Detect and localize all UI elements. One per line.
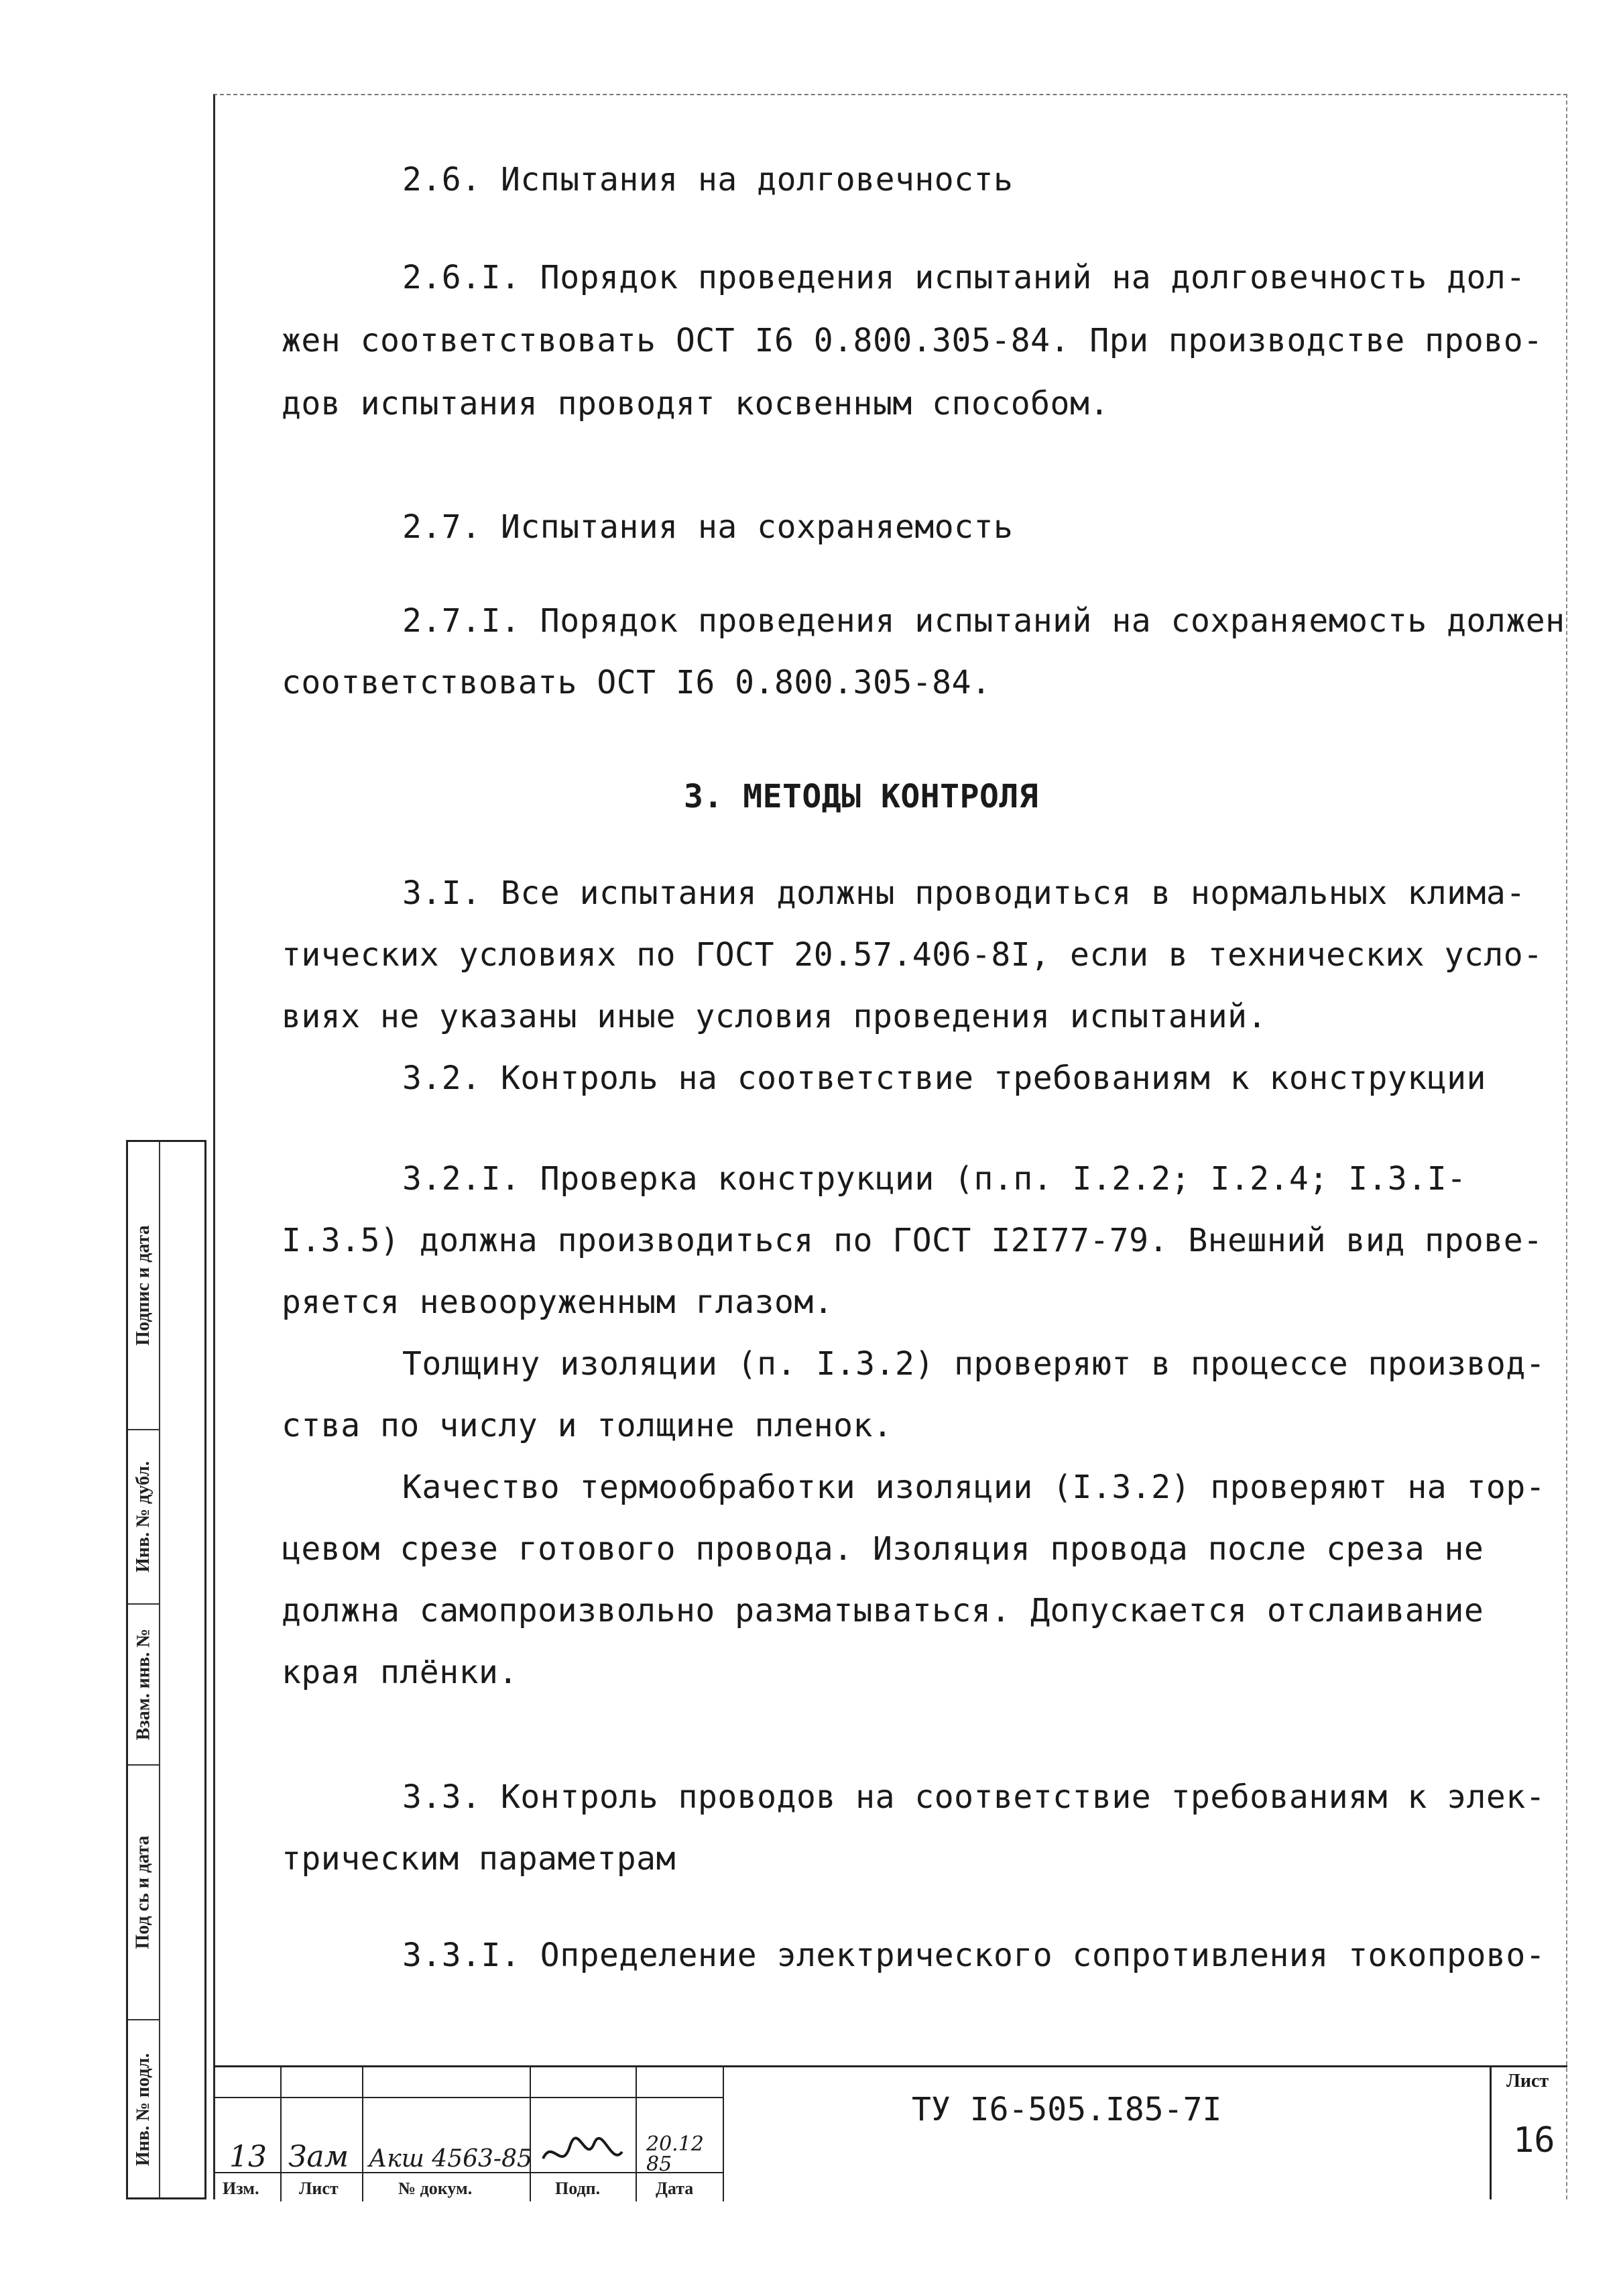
- signature-mark: [539, 2132, 626, 2175]
- caption-podp: Подп.: [555, 2179, 601, 2198]
- side-cell-podpis-data-2: [128, 1766, 160, 2020]
- tb-rule: [213, 2097, 723, 2098]
- paragraph-line: тических условиях по ГОСТ 20.57.406-8I, если в технических усло-: [282, 936, 1543, 974]
- side-cell-vzam-inv: [128, 1605, 160, 1766]
- tb-rule: [362, 2067, 363, 2201]
- side-label: Взам. инв. №: [133, 1628, 154, 1741]
- revision-date: 20.12 85: [646, 2132, 704, 2176]
- caption-data: Дата: [656, 2179, 694, 2198]
- caption-list: Лист: [299, 2179, 339, 2198]
- side-stamp: [126, 1140, 206, 2199]
- paragraph-line: 2.7.I. Порядок проведения испытаний на сохраняемость должен: [402, 602, 1565, 640]
- sheet-change-note: Зам: [288, 2140, 349, 2174]
- sheet-label: Лист: [1506, 2071, 1549, 2091]
- tb-rule: [636, 2067, 637, 2201]
- title-block: [213, 2065, 1567, 2199]
- caption-nom-dokum: № докум.: [398, 2179, 473, 2198]
- paragraph-line: I.3.5) должна производиться по ГОСТ I2I77-79. Внешний вид прове-: [282, 1222, 1543, 1259]
- tb-rule: [280, 2067, 282, 2201]
- section-heading-3: 3. МЕТОДЫ КОНТРОЛЯ: [684, 778, 1039, 815]
- side-label: Инв. № дубл.: [133, 1461, 154, 1572]
- sheet-number: 16: [1513, 2120, 1555, 2161]
- sheet-box: [1490, 2065, 1567, 2199]
- caption-izm: Изм.: [223, 2179, 259, 2198]
- side-label: Инв. № подл.: [133, 2053, 154, 2167]
- side-label: Под сь и дата: [133, 1835, 154, 1949]
- side-cell-inv-dubl: [128, 1430, 160, 1605]
- paragraph-line: трическим параметрам: [282, 1840, 676, 1878]
- paragraph-line: ства по числу и толщине пленок.: [282, 1407, 893, 1444]
- paragraph-line: Качество термообработки изоляции (I.3.2) проверяют на тор-: [402, 1469, 1546, 1506]
- side-label: Подпис и дата: [133, 1225, 154, 1346]
- paragraph-line: края плёнки.: [282, 1654, 518, 1691]
- paragraph-line: должна самопроизвольно разматываться. Допускается отслаивание: [282, 1592, 1484, 1629]
- document-designation: ТУ I6-505.I85-7I: [912, 2091, 1222, 2128]
- paragraph-line: 3.2.I. Проверка конструкции (п.п. I.2.2; I.2.4; I.3.I-: [402, 1160, 1467, 1198]
- paragraph-line: соответствовать ОСТ I6 0.800.305-84.: [282, 664, 991, 701]
- section-heading-2-7: 2.7. Испытания на сохраняемость: [402, 508, 1014, 546]
- paragraph-line: Толщину изоляции (п. I.3.2) проверяют в процессе производ-: [402, 1345, 1546, 1383]
- paragraph-line: 3.I. Все испытания должны проводиться в нормальных клима-: [402, 874, 1526, 912]
- paragraph-line: ряется невооруженным глазом.: [282, 1283, 834, 1321]
- document-number-handwritten: Акш 4563-85: [369, 2145, 532, 2173]
- paragraph-line: 3.2. Контроль на соответствие требованиям к конструкции: [402, 1059, 1486, 1097]
- paragraph-line: жен соответствовать ОСТ I6 0.800.305-84. При производстве прово-: [282, 322, 1543, 359]
- paragraph-line: 3.3. Контроль проводов на соответствие требованиям к элек-: [402, 1778, 1546, 1816]
- paragraph-line: 2.6.I. Порядок проведения испытаний на долговечность дол-: [402, 259, 1526, 296]
- tb-rule: [723, 2067, 724, 2201]
- paragraph-line: виях не указаны иные условия проведения испытаний.: [282, 998, 1267, 1035]
- tb-rule: [530, 2067, 531, 2201]
- paragraph-line: 3.3.I. Определение электрического сопротивления токопрово-: [402, 1937, 1546, 1974]
- revision-number: 13: [229, 2140, 267, 2174]
- side-cell-podpis-data: [128, 1142, 160, 1430]
- section-heading-2-6: 2.6. Испытания на долговечность: [402, 161, 1014, 198]
- paragraph-line: дов испытания проводят косвенным способом.: [282, 385, 1109, 422]
- side-cell-inv-podl: [128, 2020, 160, 2199]
- paragraph-line: цевом срезе готового провода. Изоляция провода после среза не: [282, 1530, 1484, 1568]
